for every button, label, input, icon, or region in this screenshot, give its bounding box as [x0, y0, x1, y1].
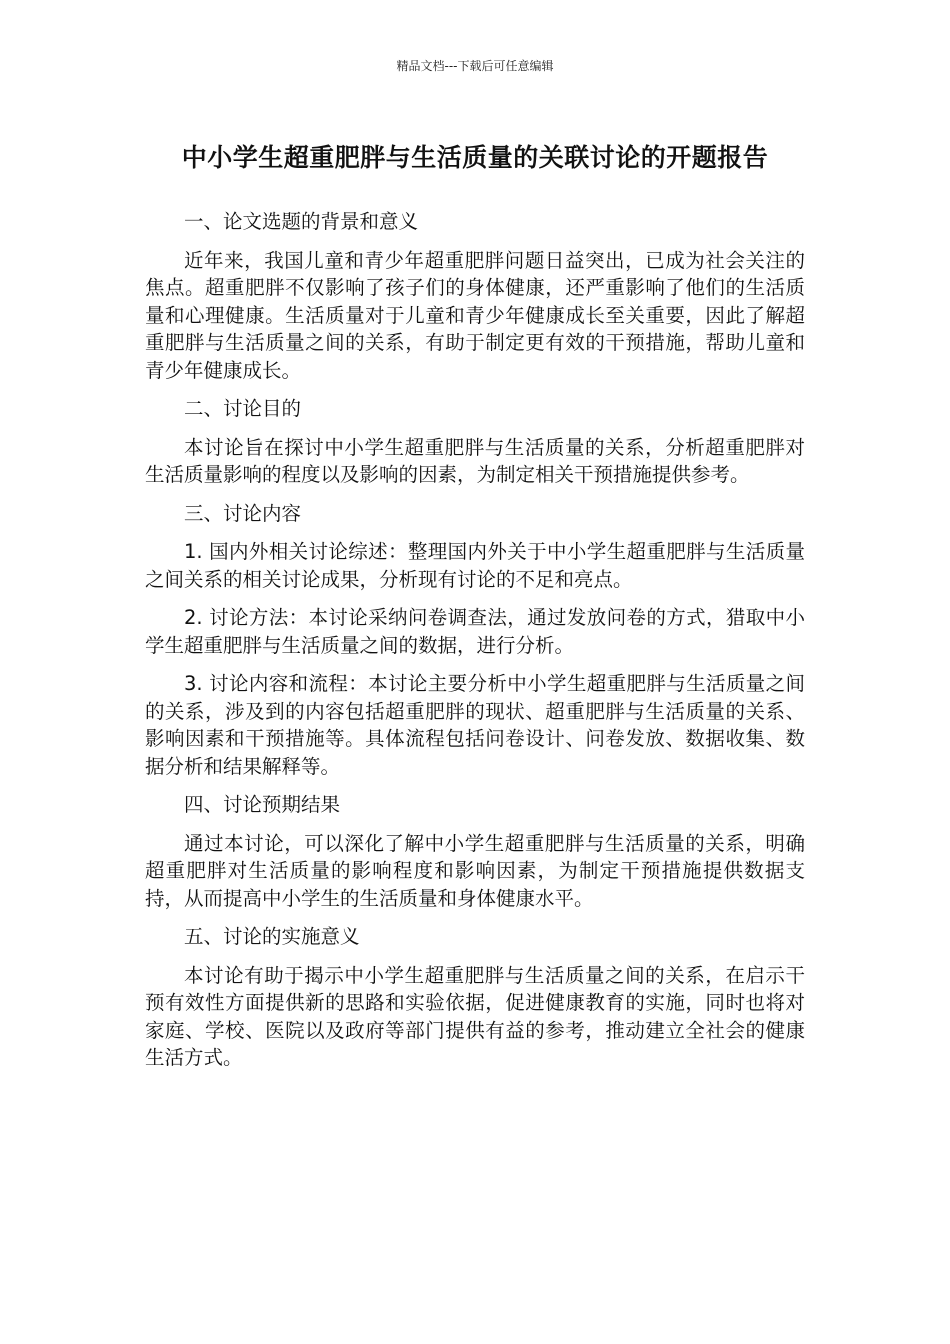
document-body [145, 208, 805, 1083]
paragraph-purpose: 本讨论旨在探讨中小学生超重肥胖与生活质量的关系，分析超重肥胖对生活质量影响的程度以及影响的因素，为制定相关干预措施提供参考。 [145, 435, 805, 486]
paragraph-content-item-1: 1. 国内外相关讨论综述：整理国内外关于中小学生超重肥胖与生活质量之间关系的相关讨论成果，分析现有讨论的不足和亮点。 [145, 540, 805, 591]
section-heading-content: 三、讨论内容 [184, 501, 302, 525]
section-heading-expected-results: 四、讨论预期结果 [184, 793, 341, 816]
paragraph-content-item-2: 2. 讨论方法：本讨论采纳问卷调查法，通过发放问卷的方式，猎取中小学生超重肥胖与生活质量之间的数据，进行分析。 [145, 606, 805, 657]
paragraph-expected-results: 通过本讨论，可以深化了解中小学生超重肥胖与生活质量的关系，明确超重肥胖对生活质量的影响程度和影响因素，为制定干预措施提供数据支持，从而提高中小学生的生活质量和身体健康水平。 [145, 831, 805, 910]
section-heading-significance: 五、讨论的实施意义 [184, 925, 360, 948]
section-heading-background: 一、论文选题的背景和意义 [184, 210, 419, 233]
section-heading-purpose: 二、讨论目的 [184, 397, 302, 420]
paragraph-background: 近年来，我国儿童和青少年超重肥胖问题日益突出，已成为社会关注的焦点。超重肥胖不仅影响了孩子们的身体健康，还严重影响了他们的生活质量和心理健康。生活质量对于儿童和青少年健康成长至关重要，因此了解超重肥胖与生活质量之间的关系，有助于制定更有效的干预措施，帮助儿童和青少年健康成长。 [145, 248, 805, 382]
document-title: 中小学生超重肥胖与生活质量的关联讨论的开题报告 [181, 143, 769, 172]
page-header-note: 精品文档---下载后可任意编辑 [396, 59, 554, 73]
paragraph-significance: 本讨论有助于揭示中小学生超重肥胖与生活质量之间的关系，在启示干预有效性方面提供新的思路和实验依据，促进健康教育的实施，同时也将对家庭、学校、医院以及政府等部门提供有益的参考，推动建立全社会的健康生活方式。 [145, 963, 805, 1069]
paragraph-content-item-3: 3. 讨论内容和流程：本讨论主要分析中小学生超重肥胖与生活质量之间的关系，涉及到的内容包括超重肥胖的现状、超重肥胖与生活质量的关系、影响因素和干预措施等。具体流程包括问卷设计、问卷发放、数据收集、数据分析和结果解释等。 [145, 672, 805, 778]
